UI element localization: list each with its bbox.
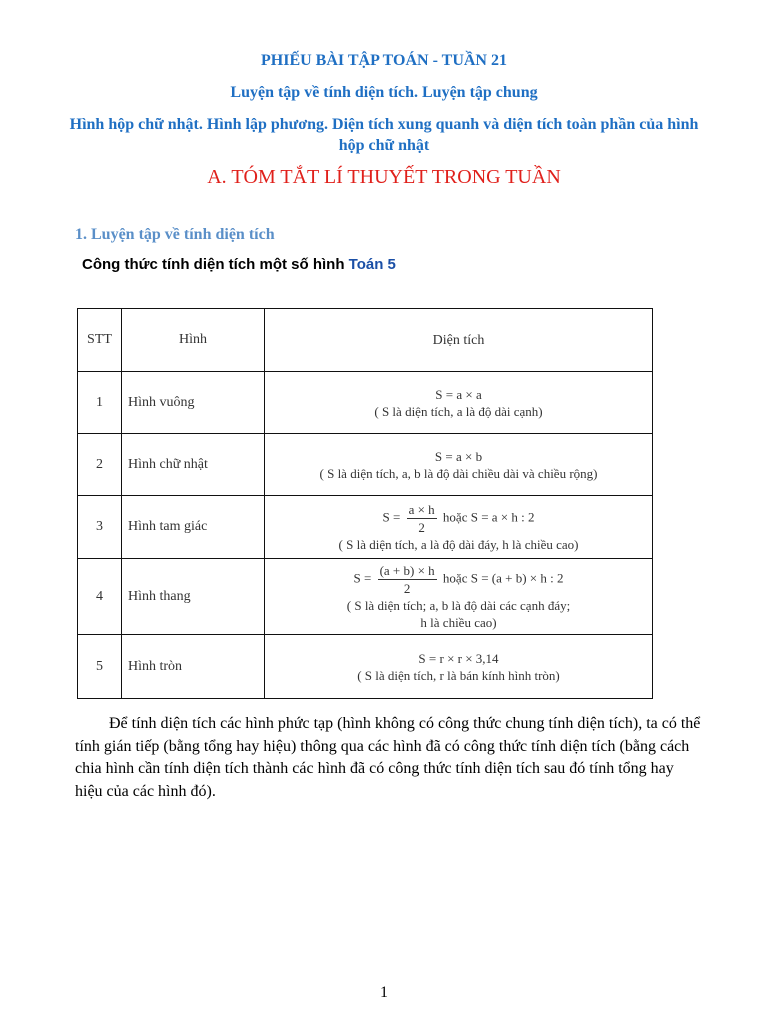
row-stt: 4 bbox=[78, 559, 122, 635]
row-shape: Hình vuông bbox=[122, 372, 265, 434]
formula-note: ( S là diện tích, a là độ dài cạnh) bbox=[374, 403, 543, 419]
formula bbox=[265, 501, 652, 536]
worksheet-subtitle: Luyện tập về tính diện tích. Luyện tập chung bbox=[230, 84, 538, 101]
formula-note-line2: h là chiều cao) bbox=[420, 615, 497, 630]
paragraph-text: Để tính diện tích các hình phức tạp (hình không có công thức chung tính diện tích), ta có thể tính gián tiếp (bằng tổng hay hiệu) thông qua các hình đã có công thức tính diện tích (bằng cách chia hình cần tính diện tích thành các hình đã có công thức tính diện tích sau đó tính tổng hay hiệu của các hình đó). bbox=[75, 715, 701, 800]
formula-note: ( S là diện tích, r là bán kính hình tròn) bbox=[357, 667, 560, 683]
formula: S = a × b bbox=[434, 448, 483, 464]
page-number: 1 bbox=[380, 984, 388, 1001]
formula-table bbox=[77, 308, 653, 699]
row-formula-cell bbox=[265, 635, 653, 699]
row-stt: 3 bbox=[78, 496, 122, 559]
header-shape: Hình bbox=[122, 309, 265, 372]
table-row bbox=[78, 372, 653, 434]
fraction-denominator: 2 bbox=[418, 520, 425, 535]
row-stt: 2 bbox=[78, 434, 122, 496]
row-shape: Hình tròn bbox=[122, 635, 265, 699]
worksheet-topics: Hình hộp chữ nhật. Hình lập phương. Diện tích xung quanh và diện tích toàn phần của hình hộp chữ nhật bbox=[69, 116, 699, 154]
section-heading: A. TÓM TẮT LÍ THUYẾT TRONG TUẦN bbox=[207, 166, 561, 188]
row-shape: Hình chữ nhật bbox=[122, 434, 265, 496]
caption-link[interactable]: Toán 5 bbox=[348, 256, 396, 273]
formula-prefix: S = bbox=[382, 509, 401, 525]
row-shape: Hình thang bbox=[122, 559, 265, 635]
row-formula-cell bbox=[265, 434, 653, 496]
header-area: Diện tích bbox=[265, 309, 653, 372]
row-stt: 5 bbox=[78, 635, 122, 699]
explanation-paragraph bbox=[75, 713, 705, 803]
formula-note: ( S là diện tích, a là độ dài đáy, h là chiều cao) bbox=[338, 537, 579, 552]
row-stt: 1 bbox=[78, 372, 122, 434]
formula: S = r × r × 3,14 bbox=[418, 650, 499, 666]
formula-note: ( S là diện tích; a, b là độ dài các cạnh đáy; bbox=[346, 598, 571, 613]
formula: S = a × a bbox=[435, 386, 482, 402]
table-row bbox=[78, 559, 653, 635]
fraction-denominator: 2 bbox=[403, 581, 411, 596]
fraction bbox=[378, 562, 437, 597]
row-formula-cell bbox=[265, 372, 653, 434]
formula bbox=[265, 562, 652, 597]
table-header-row bbox=[78, 309, 653, 372]
caption-text: Công thức tính diện tích một số hình bbox=[82, 256, 349, 273]
row-formula-cell bbox=[265, 496, 653, 559]
table-caption bbox=[82, 256, 396, 273]
table-row bbox=[78, 635, 653, 699]
formula-prefix: S = bbox=[353, 570, 372, 586]
fraction bbox=[407, 501, 437, 536]
part1-heading: 1. Luyện tập về tính diện tích bbox=[75, 226, 275, 243]
worksheet-title: PHIẾU BÀI TẬP TOÁN - TUẦN 21 bbox=[261, 52, 507, 69]
header-stt: STT bbox=[78, 309, 122, 372]
formula-note: ( S là diện tích, a, b là độ dài chiều dài và chiều rộng) bbox=[319, 465, 598, 481]
fraction-numerator: (a + b) × h bbox=[379, 563, 435, 578]
row-formula-cell bbox=[265, 559, 653, 635]
formula-suffix: hoặc S = a × h : 2 bbox=[442, 509, 535, 525]
fraction-numerator: a × h bbox=[408, 502, 435, 517]
table-row bbox=[78, 496, 653, 559]
table-row bbox=[78, 434, 653, 496]
row-shape: Hình tam giác bbox=[122, 496, 265, 559]
formula-suffix: hoặc S = (a + b) × h : 2 bbox=[442, 570, 564, 586]
